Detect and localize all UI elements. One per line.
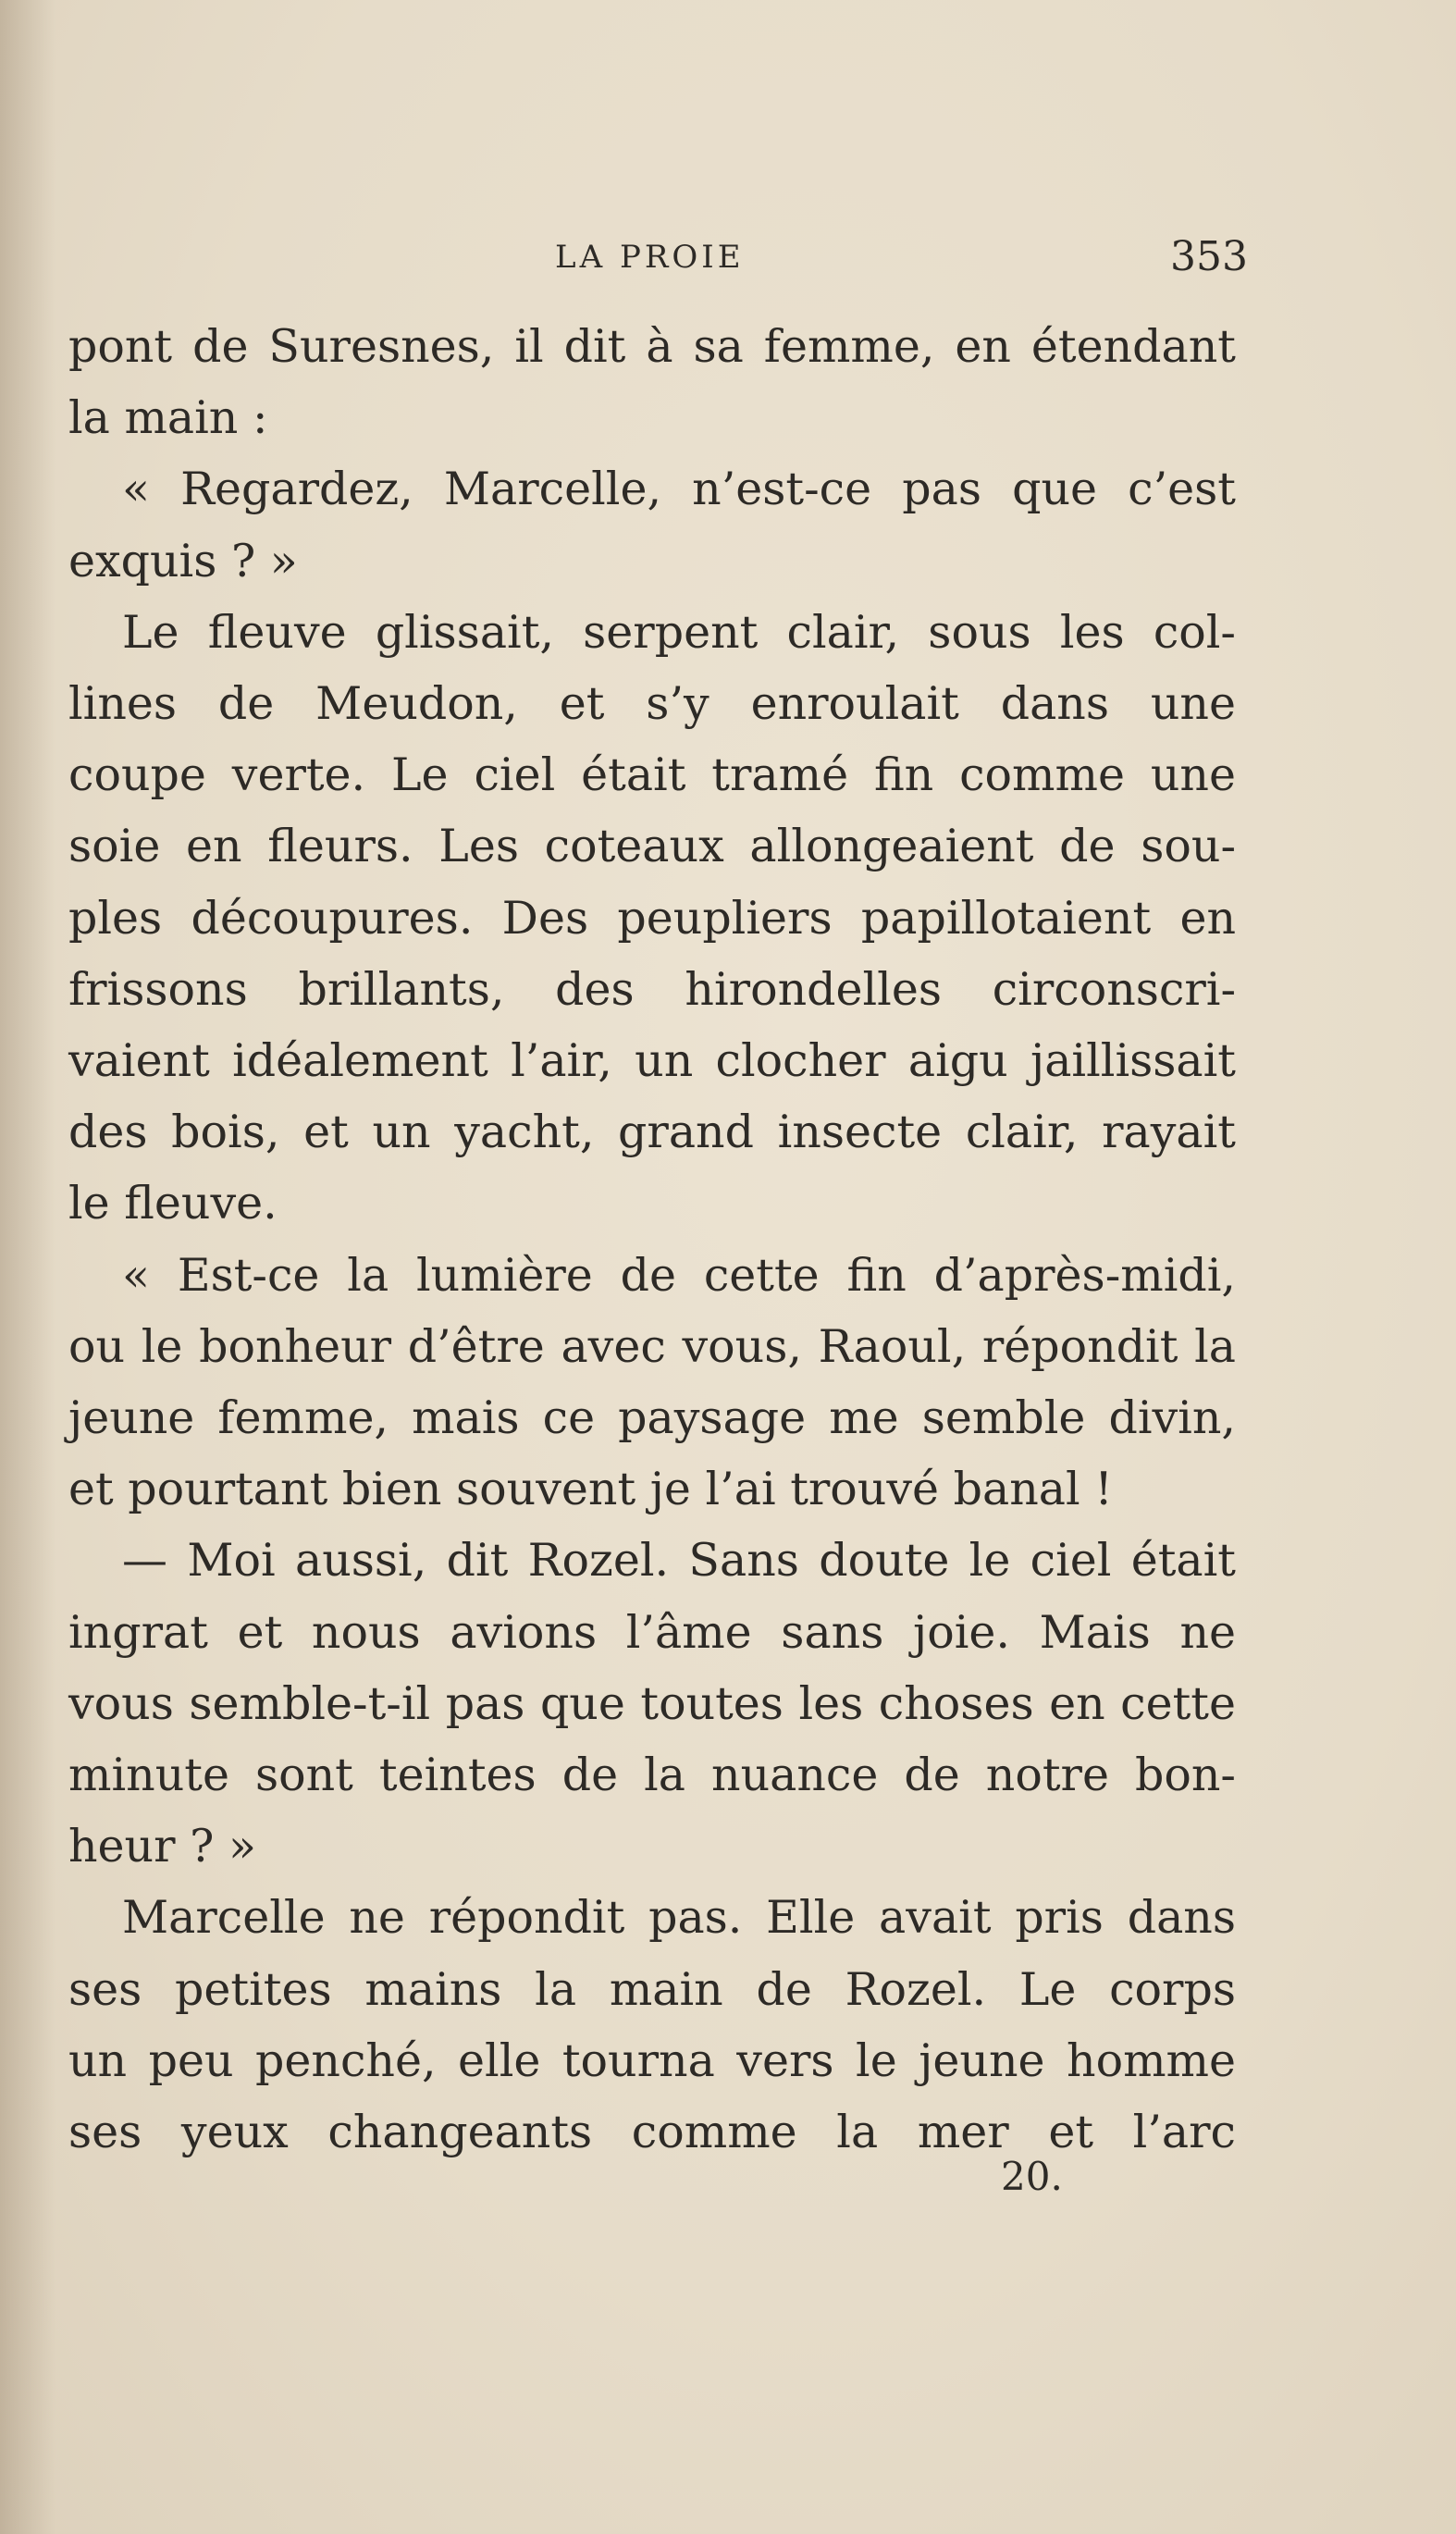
text-line: coupe verte. Le ciel était tramé fin comme une	[68, 748, 1236, 802]
text-line: jeune femme, mais ce paysage me semble divin,	[68, 1391, 1236, 1445]
running-title: LA PROIE	[555, 239, 745, 276]
text-line: « Est-ce la lumière de cette fin d’après-midi,	[122, 1248, 1236, 1302]
text-line: heur ? »	[68, 1820, 256, 1873]
text-line: frissons brillants, des hirondelles circonscri-	[68, 962, 1236, 1016]
signature-mark: 20.	[1001, 2154, 1063, 2199]
text-line: lines de Meudon, et s’y enroulait dans une	[68, 677, 1236, 731]
text-line: ingrat et nous avions l’âme sans joie. Mais ne	[68, 1605, 1236, 1659]
running-head	[0, 233, 1456, 294]
text-line: — Moi aussi, dit Rozel. Sans doute le ciel était	[122, 1534, 1236, 1588]
gutter-shadow	[0, 0, 56, 2534]
text-line: et pourtant bien souvent je l’ai trouvé banal !	[68, 1463, 1113, 1516]
text-line: « Regardez, Marcelle, n’est-ce pas que c’est	[122, 463, 1236, 516]
body-text	[68, 311, 1236, 2168]
text-line: ses yeux changeants comme la mer et l’arc	[68, 2106, 1236, 2159]
text-line: exquis ? »	[68, 534, 298, 587]
text-line: un peu penché, elle tourna vers le jeune homme	[68, 2033, 1236, 2087]
text-line: vaient idéalement l’air, un clocher aigu jaillissait	[68, 1034, 1236, 1088]
text-line: des bois, et un yacht, grand insecte clair, rayait	[68, 1106, 1236, 1159]
text-line: minute sont teintes de la nuance de notre bon-	[68, 1749, 1236, 1802]
text-line: la main :	[68, 391, 268, 445]
text-line: soie en fleurs. Les coteaux allongeaient de sou-	[68, 820, 1236, 873]
text-line: ou le bonheur d’être avec vous, Raoul, répondit la	[68, 1319, 1236, 1373]
text-line: Le fleuve glissait, serpent clair, sous les col-	[122, 605, 1236, 659]
text-line: vous semble-t-il pas que toutes les choses en cette	[68, 1676, 1236, 1730]
text-line: pont de Suresnes, il dit à sa femme, en étendant	[68, 320, 1236, 373]
page-number: 353	[1170, 233, 1248, 280]
text-line: le fleuve.	[68, 1177, 278, 1230]
text-line: ses petites mains la main de Rozel. Le corps	[68, 1962, 1236, 2016]
text-line: Marcelle ne répondit pas. Elle avait pris dans	[122, 1891, 1236, 1945]
text-line: ples découpures. Des peupliers papillotaient en	[68, 891, 1236, 945]
